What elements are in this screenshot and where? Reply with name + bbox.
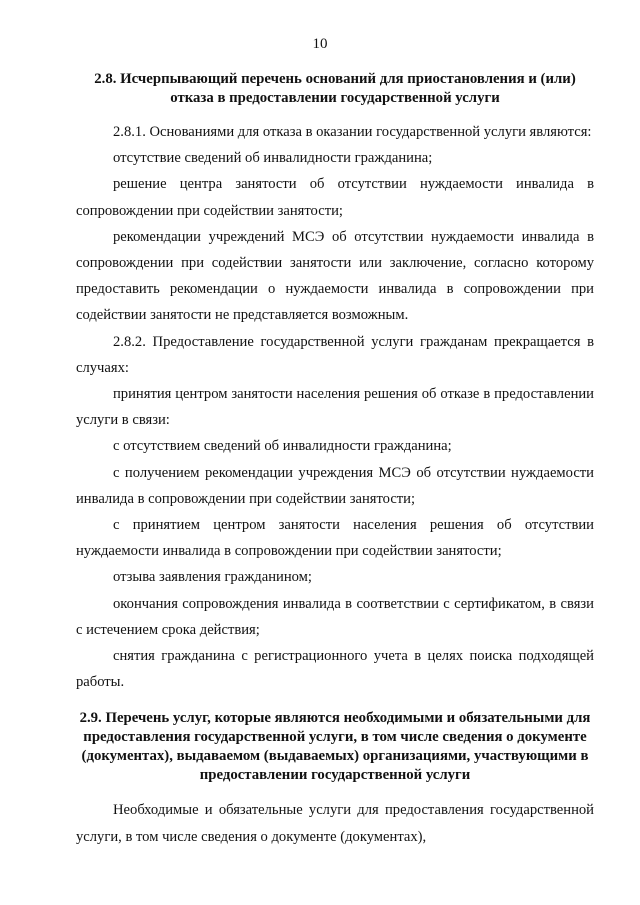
paragraph-required-services: Необходимые и обязательные услуги для предоставления государственной услуги, в том числе сведения о документе (документах), <box>76 802 594 845</box>
section-heading-2-8: 2.8. Исчерпывающий перечень оснований для приостановления и (или) отказа в предоставлении государственной услуги <box>94 71 576 106</box>
paragraph-refusal-center: с принятием центром занятости населения решения об отсутствии нуждаемости инвалида в сопровождении при содействии занятости; <box>76 517 594 560</box>
paragraph-no-disability-info: отсутствие сведений об инвалидности гражданина; <box>113 150 433 167</box>
paragraph-refusal-decision: принятия центром занятости населения решения об отказе в предоставлении услуги в связи: <box>76 386 594 429</box>
paragraph-2-8-1: 2.8.1. Основаниями для отказа в оказании государственной услуги являются: <box>113 124 592 140</box>
page-number: 10 <box>312 36 328 52</box>
paragraph-application-withdrawal: отзыва заявления гражданином; <box>113 569 312 586</box>
document-body <box>76 68 594 850</box>
paragraph-refusal-no-info: с отсутствием сведений об инвалидности гражданина; <box>113 438 452 455</box>
paragraph-2-8-2: 2.8.2. Предоставление государственной услуги гражданам прекращается в случаях: <box>76 333 594 376</box>
paragraph-certificate-expiry: окончания сопровождения инвалида в соответствии с сертификатом, в связи с истечением срока действия; <box>76 595 594 638</box>
paragraph-refusal-mse: с получением рекомендации учреждения МСЭ об отсутствии нуждаемости инвалида в сопровождении при содействии занятости; <box>76 464 594 507</box>
paragraph-deregistration: снятия гражданина с регистрационного учета в целях поиска подходящей работы. <box>76 648 594 691</box>
paragraph-mse-recommendations: рекомендации учреждений МСЭ об отсутствии нуждаемости инвалида в сопровождении при содействии занятости или заключение, согласно которому предоставить рекомендации о нуждаемости инвалида в сопровождении при содействии занятости не представляется возможным. <box>76 228 594 324</box>
paragraph-employment-center-decision: решение центра занятости об отсутствии нуждаемости инвалида в сопровождении при содействии занятости; <box>76 176 594 219</box>
section-heading-2-9: 2.9. Перечень услуг, которые являются необходимыми и обязательными для предоставления государственной услуги, в том числе сведения о документе (документах), выдаваемом (выдаваемых) организациями, участвующими в предоставлении государственной услуги <box>79 710 591 784</box>
